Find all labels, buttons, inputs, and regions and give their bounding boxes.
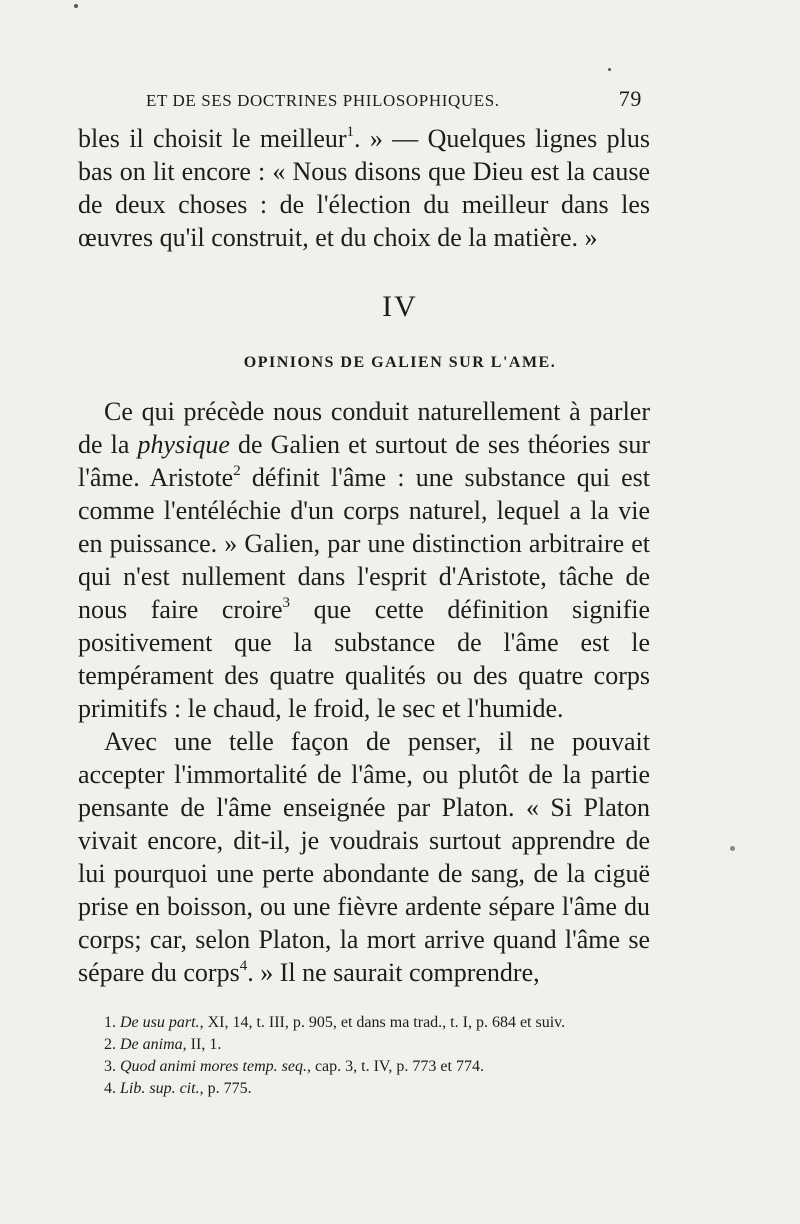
footnote-ref-4[interactable]: 4 xyxy=(239,958,248,974)
main-text xyxy=(78,395,650,989)
footnote xyxy=(84,1078,664,1100)
footnote-number: 4. xyxy=(104,1080,116,1097)
paragraph1-text-a: Ce qui précède nous conduit naturellement à parler de la xyxy=(78,397,650,459)
continuation-paragraph xyxy=(78,122,650,254)
footnote xyxy=(84,1034,664,1056)
footnote-title: Quod animi mores temp. seq. xyxy=(120,1058,307,1075)
footnote-ref-2[interactable]: 2 xyxy=(233,463,241,479)
running-header xyxy=(146,86,642,112)
footnote-number: 1. xyxy=(104,1014,116,1031)
continuation-text-a: bles il choisit le meilleur xyxy=(78,124,347,153)
footnote-text: , XI, 14, t. III, p. 905, et dans ma trad., t. I, p. 684 et suiv. xyxy=(199,1014,566,1031)
footnote xyxy=(84,1012,664,1034)
paragraph2-text-b: . » Il ne saurait comprendre, xyxy=(247,958,540,987)
footnote-text: , cap. 3, t. IV, p. 773 et 774. xyxy=(306,1058,484,1075)
footnote-number: 3. xyxy=(104,1058,116,1075)
footnote xyxy=(84,1056,664,1078)
footnote-text: , p. 775. xyxy=(199,1080,252,1097)
ink-speck xyxy=(730,846,735,851)
section-number: IV xyxy=(382,290,418,323)
section-title: OPINIONS DE GALIEN SUR L'AME. xyxy=(243,354,557,371)
paragraph xyxy=(78,725,650,989)
footnote-title: De usu part. xyxy=(120,1014,200,1031)
paragraph1-text-c: définit l'âme : une substance qui est comme l'entéléchie d'un corps naturel, lequel a la vie en puissance. » Galien, par une distinction arbitraire et qui n'est nullement dans l'esprit d'Aristote, tâche de nous faire croire xyxy=(78,463,650,624)
ink-speck xyxy=(608,68,611,71)
paragraph1-text-b: de Galien et surtout de ses théories sur l'âme. Aristote xyxy=(78,430,650,492)
paragraph1-text-d: que cette définition signifie positivement que la substance de l'âme est le tempérament des quatre qualités ou des quatre corps primitifs : le chaud, le froid, le sec et l'humide. xyxy=(78,595,651,723)
page-number: 79 xyxy=(618,86,642,111)
ink-speck xyxy=(74,4,78,8)
footnote-text: , II, 1. xyxy=(182,1036,222,1053)
continuation-text-b: . » — Quelques lignes plus bas on lit encore : « Nous disons que Dieu est la cause de deux choses : de l'élection du meilleur dans les œuvres qu'il construit, et du choix de la matière. » xyxy=(78,124,650,252)
paragraph xyxy=(78,395,650,725)
footnote-ref-1[interactable]: 1 xyxy=(346,124,355,140)
footnote-title: De anima xyxy=(120,1036,183,1053)
paragraph2-text-a: Avec une telle façon de penser, il ne pouvait accepter l'immortalité de l'âme, ou plutôt de la partie pensante de l'âme enseignée par Platon. « Si Platon vivait encore, dit-il, je voudrais surtout apprendre de lui pourquoi une perte abondante de sang, de la ciguë prise en boisson, ou une fièvre ardente sépare l'âme du corps; car, selon Platon, la mort arrive quand l'âme se sépare du corps xyxy=(78,727,650,987)
footnotes xyxy=(84,1012,664,1100)
footnote-number: 2. xyxy=(104,1036,116,1053)
emphasis-physique: physique xyxy=(137,430,230,459)
footnote-title: Lib. sup. cit. xyxy=(120,1080,200,1097)
footnote-ref-3[interactable]: 3 xyxy=(282,595,291,611)
running-title: ET DE SES DOCTRINES PHILOSOPHIQUES. xyxy=(146,91,500,110)
